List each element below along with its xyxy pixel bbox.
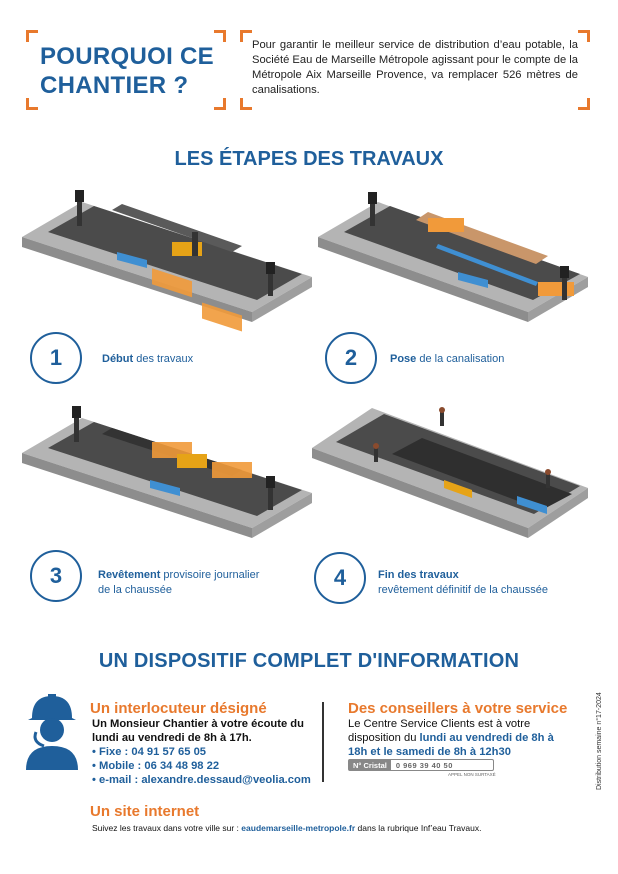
website-text: Suivez les travaux dans votre ville sur : eaudemarseille-metropole.fr dans la rubrique Inf’eau Travaux. <box>92 823 482 833</box>
road-scene-4-illustration <box>312 398 588 558</box>
steps-heading: LES ÉTAPES DES TRAVAUX <box>174 148 444 170</box>
mobile-number[interactable]: 06 34 48 98 22 <box>144 760 220 772</box>
step-3-label: Revêtement provisoire journalier de la chaussée <box>98 569 260 596</box>
advisors-text-line2: disposition du lundi au vendredi de 8h à <box>348 732 554 744</box>
road-scene-3-illustration <box>22 398 312 548</box>
contact-mobile: • Mobile : 06 34 48 98 22 <box>92 760 220 772</box>
interlocutor-text-line1: Un Monsieur Chantier à votre écoute du <box>92 718 304 730</box>
road-scene-1-illustration <box>22 182 312 332</box>
why-title <box>40 42 220 100</box>
cristal-tag: N° Cristal <box>349 760 391 770</box>
advisors-heading: Des conseillers à votre service <box>348 700 568 717</box>
bracket-corner <box>578 30 590 42</box>
advisors-text-line3: 18h et le samedi de 8h à 12h30 <box>348 746 511 758</box>
bracket-corner <box>578 98 590 110</box>
step-4-label: Fin des travaux revêtement définitif de la chaussée <box>378 569 548 596</box>
road-scene-2-illustration <box>318 182 588 332</box>
interlocutor-text-line2: lundi au vendredi de 8h à 17h. <box>92 732 252 744</box>
bracket-corner <box>26 30 38 42</box>
step-4-number: 4 <box>314 552 366 604</box>
step-2-label: Pose de la canalisation <box>390 353 505 365</box>
why-title-line1: POURQUOI CE <box>40 43 214 70</box>
step-2-number: 2 <box>325 332 377 384</box>
cristal-number-badge <box>348 759 494 771</box>
email-link[interactable]: alexandre.dessaud@veolia.com <box>141 774 311 786</box>
interlocutor-heading: Un interlocuteur désigné <box>90 700 267 717</box>
distribution-note: Distribution semaine n°17-2024 <box>596 692 603 790</box>
step-1-label: Début des travaux <box>102 353 194 365</box>
cristal-number[interactable]: 0 969 39 40 50 <box>395 760 453 770</box>
cristal-subtext: APPEL NON SURTAXÉ <box>448 772 496 777</box>
why-title-box <box>26 30 226 110</box>
bracket-corner <box>240 98 252 110</box>
contact-email: • e-mail : alexandre.dessaud@veolia.com <box>92 774 311 786</box>
why-title-line2: CHANTIER ? <box>40 72 189 99</box>
bracket-corner <box>214 30 226 42</box>
contact-list <box>92 745 311 787</box>
website-heading: Un site internet <box>90 803 200 820</box>
interlocutor-text <box>92 717 304 745</box>
contact-phone: • Fixe : 04 91 57 65 05 <box>92 746 207 758</box>
step-3-number: 3 <box>30 550 82 602</box>
advisors-text-line1: Le Centre Service Clients est à votre <box>348 718 531 730</box>
step-1-number: 1 <box>30 332 82 384</box>
column-divider <box>322 702 324 782</box>
info-heading: UN DISPOSITIF COMPLET D'INFORMATION <box>98 650 520 672</box>
advisors-text <box>348 717 562 759</box>
intro-box <box>240 30 590 110</box>
phone-number[interactable]: 04 91 57 65 05 <box>131 746 207 758</box>
bracket-corner <box>240 30 252 42</box>
website-link[interactable]: eaudemarseille-metropole.fr <box>241 823 356 833</box>
intro-text: Pour garantir le meilleur service de distribution d’eau potable, la Société Eau de Marseille Métropole agissant pour le compte de la Métropole Aix Marseille Provence, va remplacer 526 mètres de canalisations. <box>252 39 578 96</box>
bracket-corner <box>26 98 38 110</box>
site-worker-icon <box>22 690 82 770</box>
